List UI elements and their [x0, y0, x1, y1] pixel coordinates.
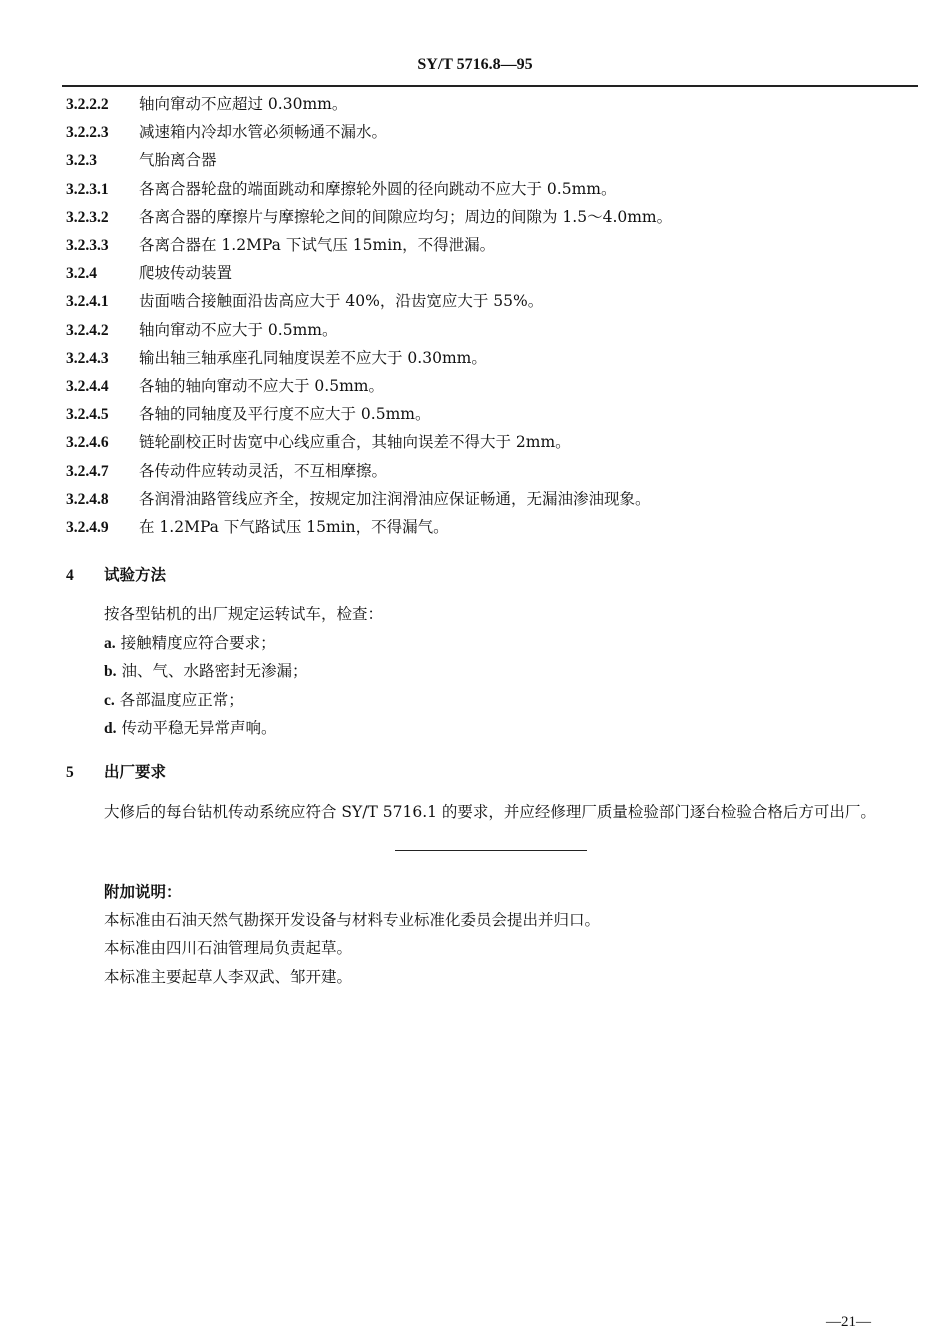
clause-number: 3.2.3: [66, 152, 97, 170]
clause-text: 轴向窜动不应超过 0.30mm。: [139, 95, 348, 113]
clause: [66, 179, 616, 200]
clause: [66, 461, 387, 482]
section-number: 5: [66, 764, 74, 781]
clause: [66, 94, 347, 115]
clause: [66, 432, 571, 453]
clause-text: 轴向窜动不应大于 0.5mm。: [139, 320, 338, 339]
clause-number: 3.2.3.3: [66, 237, 109, 254]
standard-number-header: SY/T 5716.8—95: [417, 56, 533, 73]
section-4-heading: [66, 563, 166, 585]
appendix-title: 附加说明：: [104, 882, 182, 901]
clause-text: 各润滑油路管线应齐全，按规定加注润滑油应保证畅通，无漏油渗油现象。: [139, 489, 651, 508]
section-title: 试验方法: [104, 565, 167, 584]
item-label: b.: [104, 663, 117, 680]
appendix-line: 本标准主要起草人李双武、邹开建。: [104, 968, 353, 986]
item-label: a.: [104, 635, 116, 652]
clause-number: 3.2.4.5: [66, 406, 109, 424]
list-item: [104, 659, 307, 681]
clause-text: 各离合器的摩擦片与摩擦轮之间的间隙应均匀；周边的间隙为 1.5～4.0mm。: [139, 207, 673, 226]
list-item: [104, 631, 276, 653]
clause: [66, 150, 217, 171]
clause: [66, 404, 430, 425]
list-item: [104, 688, 244, 710]
list-item: [104, 716, 276, 738]
clause-number: 3.2.4.4: [66, 378, 109, 395]
clause-number: 3.2.2.2: [66, 96, 109, 113]
clause: [66, 263, 232, 284]
item-text: 各部温度应正常；: [119, 691, 244, 709]
clause-text: 链轮副校正时齿宽中心线应重合，其轴向误差不得大于 2mm。: [139, 433, 571, 452]
clause-number: 3.2.4.7: [66, 462, 109, 480]
clause-text: 各传动件应转动灵活，不互相摩擦。: [139, 461, 388, 480]
item-label: c.: [104, 692, 115, 709]
clause-number: 3.2.3.2: [66, 208, 109, 226]
clause: [66, 517, 449, 538]
section-title: 出厂要求: [104, 762, 167, 781]
clause-number: 3.2.4.8: [66, 490, 109, 508]
clause-text: 各轴的轴向窜动不应大于 0.5mm。: [139, 377, 384, 395]
item-text: 油、气、水路密封无渗漏；: [121, 662, 308, 680]
clause: [66, 122, 387, 143]
clause-number: 3.2.4.2: [66, 321, 109, 339]
clause-number: 3.2.2.3: [66, 124, 109, 142]
end-rule: [395, 850, 587, 851]
clause-number: 3.2.4.3: [66, 349, 109, 367]
clause: [66, 489, 651, 510]
clause-number: 3.2.3.1: [66, 180, 109, 198]
page-number: —21—: [826, 1314, 871, 1330]
clause-text: 爬坡传动装置: [139, 264, 233, 283]
header-rule: [62, 85, 918, 87]
clause-text: 各离合器轮盘的端面跳动和摩擦轮外圆的径向跳动不应大于 0.5mm。: [139, 179, 617, 198]
clause-text: 各离合器在 1.2MPa 下试气压 15min，不得泄漏。: [139, 236, 496, 254]
appendix-line: 本标准由石油天然气勘探开发设备与材料专业标准化委员会提出并归口。: [104, 911, 601, 929]
clause: [66, 320, 337, 341]
clause-text: 减速箱内冷却水管必须畅通不漏水。: [139, 123, 388, 142]
item-text: 接触精度应符合要求；: [120, 634, 276, 652]
clause-number: 3.2.4: [66, 265, 97, 283]
clause: [66, 376, 384, 397]
section-4-intro: 按各型钻机的出厂规定运转试车，检查：: [104, 605, 384, 623]
clause-text: 在 1.2MPa 下气路试压 15min，不得漏气。: [139, 518, 449, 536]
clause: [66, 291, 543, 312]
section-number: 4: [66, 567, 74, 584]
clause-text: 输出轴三轴承座孔同轴度误差不应大于 0.30mm。: [139, 348, 487, 367]
clause-text: 气胎离合器: [139, 151, 217, 170]
clause-text: 各轴的同轴度及平行度不应大于 0.5mm。: [139, 405, 431, 424]
item-label: d.: [104, 720, 117, 737]
section-5-paragraph: 大修后的每台钻机传动系统应符合 SY/T 5716.1 的要求，并应经修理厂质量检验部门逐台检验合格后方可出厂。: [104, 803, 876, 821]
clause: [66, 235, 495, 256]
clause-number: 3.2.4.6: [66, 434, 109, 452]
clause-text: 齿面啮合接触面沿齿高应大于 40%，沿齿宽应大于 55%。: [139, 292, 544, 311]
item-text: 传动平稳无异常声响。: [121, 719, 277, 737]
clause-number: 3.2.4.1: [66, 293, 109, 311]
clause: [66, 207, 672, 228]
clause-number: 3.2.4.9: [66, 519, 109, 536]
appendix-line: 本标准由四川石油管理局负责起草。: [104, 939, 353, 957]
section-5-heading: [66, 760, 166, 782]
clause: [66, 348, 487, 369]
